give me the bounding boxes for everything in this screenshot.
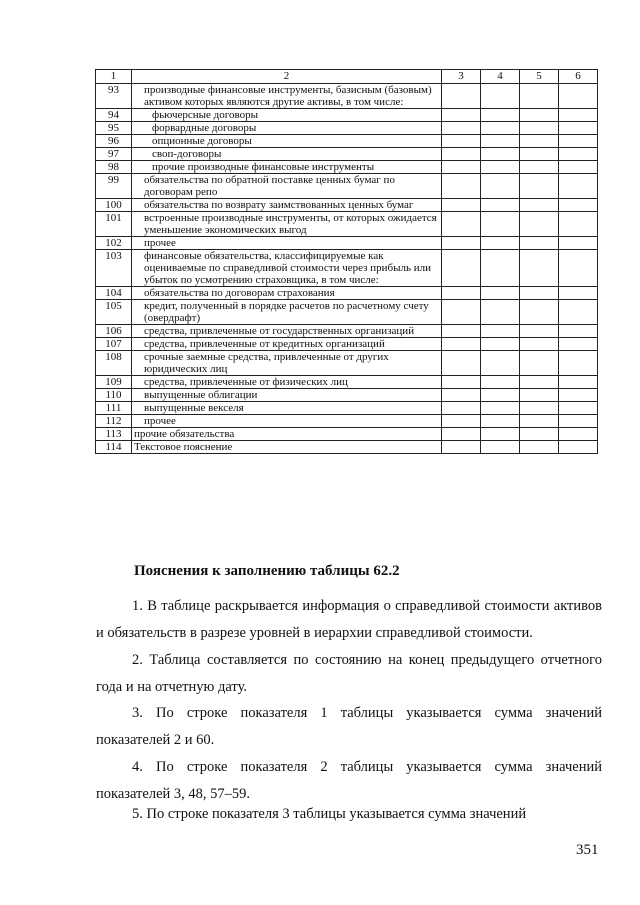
column-header: 5 (520, 70, 559, 84)
table-row (96, 441, 598, 454)
column-header: 3 (442, 70, 481, 84)
value-cell (442, 300, 481, 325)
value-cell (442, 199, 481, 212)
value-cell (559, 338, 598, 351)
value-cell (520, 250, 559, 287)
value-cell (559, 287, 598, 300)
value-cell (442, 148, 481, 161)
value-cell (481, 325, 520, 338)
value-cell (442, 441, 481, 454)
row-number: 105 (96, 300, 132, 325)
value-cell (559, 237, 598, 250)
value-cell (481, 212, 520, 237)
value-cell (559, 415, 598, 428)
value-cell (520, 199, 559, 212)
value-cell (520, 148, 559, 161)
value-cell (559, 199, 598, 212)
table-row (96, 199, 598, 212)
value-cell (481, 237, 520, 250)
value-cell (520, 428, 559, 441)
row-description: кредит, полученный в порядке расчетов по расчетному счету (овердрафт) (132, 300, 442, 325)
value-cell (559, 376, 598, 389)
row-number: 95 (96, 122, 132, 135)
value-cell (442, 287, 481, 300)
row-number: 111 (96, 402, 132, 415)
table-row (96, 428, 598, 441)
value-cell (481, 135, 520, 148)
table-row (96, 351, 598, 376)
value-cell (559, 212, 598, 237)
table-row (96, 402, 598, 415)
table-row (96, 237, 598, 250)
row-number: 101 (96, 212, 132, 237)
row-description: Текстовое пояснение (132, 441, 442, 454)
row-description: прочие обязательства (132, 428, 442, 441)
value-cell (559, 122, 598, 135)
value-cell (520, 415, 559, 428)
value-cell (442, 376, 481, 389)
value-cell (481, 250, 520, 287)
row-description: финансовые обязательства, классифицируемые как оцениваемые по справедливой стоимости через прибыль или убыток по усмотрению страховщика, в том числе: (132, 250, 442, 287)
row-number: 94 (96, 109, 132, 122)
value-cell (481, 338, 520, 351)
value-cell (520, 325, 559, 338)
table-row (96, 300, 598, 325)
row-description: форвардные договоры (132, 122, 442, 135)
row-description: фьючерсные договоры (132, 109, 442, 122)
value-cell (520, 84, 559, 109)
value-cell (481, 174, 520, 199)
value-cell (520, 109, 559, 122)
value-cell (559, 389, 598, 402)
value-cell (481, 376, 520, 389)
table-header-row (96, 70, 598, 84)
value-cell (559, 148, 598, 161)
value-cell (520, 441, 559, 454)
value-cell (559, 174, 598, 199)
fair-value-table (95, 69, 598, 454)
value-cell (442, 212, 481, 237)
table-row (96, 325, 598, 338)
value-cell (481, 428, 520, 441)
row-description: обязательства по возврату заимствованных ценных бумаг (132, 199, 442, 212)
column-header: 6 (559, 70, 598, 84)
row-number: 99 (96, 174, 132, 199)
table-row (96, 84, 598, 109)
value-cell (520, 389, 559, 402)
value-cell (520, 122, 559, 135)
value-cell (559, 300, 598, 325)
value-cell (481, 287, 520, 300)
value-cell (520, 212, 559, 237)
row-number: 113 (96, 428, 132, 441)
table-row (96, 161, 598, 174)
column-header: 4 (481, 70, 520, 84)
table-row (96, 415, 598, 428)
value-cell (442, 135, 481, 148)
row-number: 106 (96, 325, 132, 338)
column-header: 2 (132, 70, 442, 84)
table-row (96, 287, 598, 300)
value-cell (442, 351, 481, 376)
row-description: прочее (132, 237, 442, 250)
paragraph: 3. По строке показателя 1 таблицы указывается сумма значений показателей 2 и 60. (96, 705, 602, 748)
value-cell (520, 376, 559, 389)
value-cell (442, 428, 481, 441)
value-cell (559, 351, 598, 376)
table-row (96, 376, 598, 389)
value-cell (481, 402, 520, 415)
value-cell (559, 84, 598, 109)
value-cell (559, 135, 598, 148)
value-cell (442, 237, 481, 250)
row-number: 114 (96, 441, 132, 454)
value-cell (442, 389, 481, 402)
value-cell (442, 338, 481, 351)
value-cell (481, 441, 520, 454)
row-description: опционные договоры (132, 135, 442, 148)
value-cell (520, 237, 559, 250)
row-description: своп-договоры (132, 148, 442, 161)
row-description: выпущенные облигации (132, 389, 442, 402)
table-row (96, 338, 598, 351)
row-description: производные финансовые инструменты, базисным (базовым) активом которых являются другие активы, в том числе: (132, 84, 442, 109)
value-cell (442, 402, 481, 415)
table-row (96, 148, 598, 161)
value-cell (442, 174, 481, 199)
table-body (96, 84, 598, 454)
table-row (96, 174, 598, 199)
row-number: 112 (96, 415, 132, 428)
table-row (96, 212, 598, 237)
value-cell (520, 174, 559, 199)
value-cell (481, 389, 520, 402)
value-cell (520, 402, 559, 415)
table-row (96, 389, 598, 402)
paragraph: 2. Таблица составляется по состоянию на конец предыдущего отчетного года и на отчетную дату. (96, 652, 602, 695)
value-cell (481, 161, 520, 174)
row-description: средства, привлеченные от государственных организаций (132, 325, 442, 338)
row-description: встроенные производные инструменты, от которых ожидается уменьшение экономических выгод (132, 212, 442, 237)
paragraph: 4. По строке показателя 2 таблицы указывается сумма значений показателей 3, 48, 57–59. (96, 759, 602, 802)
table-row (96, 109, 598, 122)
row-number: 93 (96, 84, 132, 109)
value-cell (481, 300, 520, 325)
value-cell (559, 250, 598, 287)
row-description: средства, привлеченные от физических лиц (132, 376, 442, 389)
value-cell (559, 109, 598, 122)
row-description: срочные заемные средства, привлеченные от других юридических лиц (132, 351, 442, 376)
row-description: обязательства по обратной поставке ценных бумаг по договорам репо (132, 174, 442, 199)
value-cell (442, 415, 481, 428)
row-number: 107 (96, 338, 132, 351)
value-cell (481, 148, 520, 161)
row-description: прочие производные финансовые инструменты (132, 161, 442, 174)
value-cell (559, 428, 598, 441)
value-cell (481, 122, 520, 135)
row-number: 102 (96, 237, 132, 250)
value-cell (481, 351, 520, 376)
row-number: 109 (96, 376, 132, 389)
row-description: обязательства по договорам страхования (132, 287, 442, 300)
row-number: 100 (96, 199, 132, 212)
value-cell (442, 84, 481, 109)
row-number: 104 (96, 287, 132, 300)
value-cell (520, 287, 559, 300)
section-heading: Пояснения к заполнению таблицы 62.2 (134, 563, 400, 579)
value-cell (481, 199, 520, 212)
paragraph: 1. В таблице раскрывается информация о справедливой стоимости активов и обязательств в разрезе уровней в иерархии справедливой стоимости. (96, 598, 602, 641)
row-number: 110 (96, 389, 132, 402)
value-cell (442, 122, 481, 135)
value-cell (559, 402, 598, 415)
value-cell (520, 338, 559, 351)
column-header: 1 (96, 70, 132, 84)
row-number: 108 (96, 351, 132, 376)
value-cell (559, 441, 598, 454)
value-cell (442, 250, 481, 287)
table-row (96, 250, 598, 287)
value-cell (481, 84, 520, 109)
row-number: 96 (96, 135, 132, 148)
value-cell (442, 325, 481, 338)
table-row (96, 122, 598, 135)
row-number: 98 (96, 161, 132, 174)
row-description: прочее (132, 415, 442, 428)
table-row (96, 135, 598, 148)
value-cell (520, 300, 559, 325)
row-description: выпущенные векселя (132, 402, 442, 415)
value-cell (559, 161, 598, 174)
paragraph: 5. По строке показателя 3 таблицы указывается сумма значений (132, 806, 527, 822)
value-cell (520, 161, 559, 174)
page-number: 351 (576, 842, 599, 858)
value-cell (442, 109, 481, 122)
value-cell (481, 415, 520, 428)
value-cell (481, 109, 520, 122)
row-number: 97 (96, 148, 132, 161)
value-cell (520, 351, 559, 376)
value-cell (559, 325, 598, 338)
row-description: средства, привлеченные от кредитных организаций (132, 338, 442, 351)
value-cell (442, 161, 481, 174)
value-cell (520, 135, 559, 148)
row-number: 103 (96, 250, 132, 287)
